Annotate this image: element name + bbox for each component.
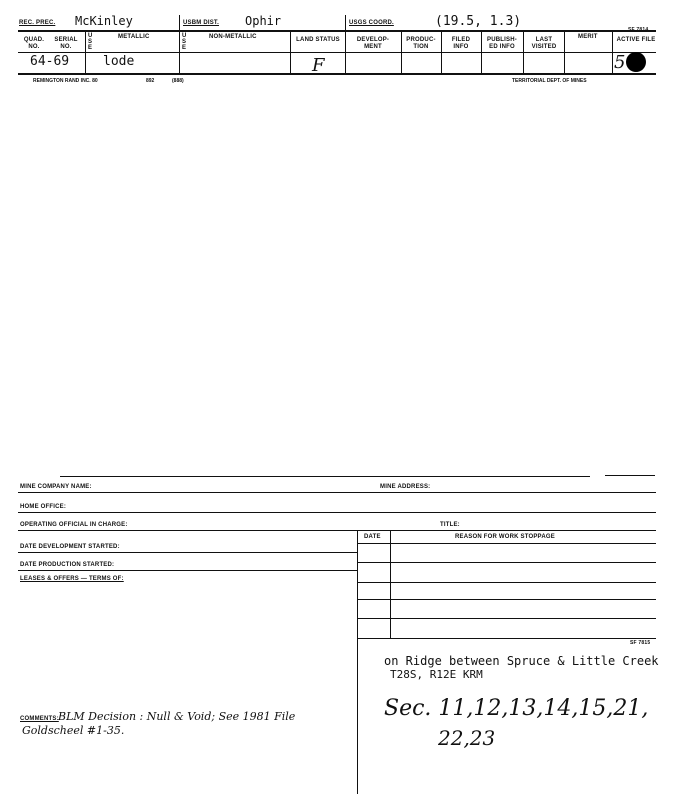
merit-header: MERIT <box>578 34 598 40</box>
mine-address-label: MINE ADDRESS: <box>380 484 431 490</box>
footer-left: REMINGTON RAND INC. 80 <box>33 78 98 84</box>
vdiv-2 <box>179 31 180 73</box>
vdiv-4 <box>345 31 346 73</box>
filed-info-header: FILED INFO <box>451 37 471 50</box>
metallic-value: lode <box>103 54 135 69</box>
non-metallic-header: NON-METALLIC <box>209 34 257 40</box>
active-file-dot <box>626 52 646 72</box>
left-line-1 <box>18 552 357 553</box>
vdiv-5 <box>401 31 402 73</box>
footer-code: 892 <box>146 78 155 84</box>
location-line-1: on Ridge between Spruce & Little Creek <box>384 654 659 668</box>
header-line-3 <box>18 73 656 75</box>
reason-col-header: REASON FOR WORK STOPPAGE <box>455 534 555 540</box>
quad-serial-value: 64-69 <box>30 54 70 69</box>
date-col-header: DATE <box>364 534 381 540</box>
date-col-border <box>390 530 391 638</box>
usgs-coord-value: (19.5, 1.3) <box>435 14 522 29</box>
date-dev-label: DATE DEVELOPMENT STARTED: <box>20 544 120 550</box>
published-info-header: PUBLISH-ED INFO <box>487 37 517 50</box>
location-line-2: T28S, R12E KRM <box>390 668 483 681</box>
home-office-label: HOME OFFICE: <box>20 504 67 510</box>
row-line-2 <box>18 512 656 513</box>
comments-label: COMMENTS: <box>20 716 59 722</box>
top-card <box>0 0 678 95</box>
bottom-card-code: SF 7815 <box>630 640 651 646</box>
rec-prec-label: REC. PREC. <box>19 20 56 26</box>
table-row-2 <box>357 562 656 563</box>
row-line-3 <box>18 530 656 531</box>
bottom-card <box>0 470 678 800</box>
table-row-6 <box>357 638 656 639</box>
vdiv-6 <box>441 31 442 73</box>
mine-company-name-label: MINE COMPANY NAME: <box>20 484 92 490</box>
date-prod-label: DATE PRODUCTION STARTED: <box>20 562 115 568</box>
header-line-0 <box>179 15 180 30</box>
vdiv-8 <box>523 31 524 73</box>
leases-label: LEASES & OFFERS — TERMS OF: <box>20 576 124 582</box>
header-sep-a <box>345 15 346 30</box>
serial-no-header: SERIAL NO. <box>54 37 78 50</box>
use-header-1: U S E <box>88 33 93 51</box>
footer-code2: (888) <box>172 78 184 84</box>
vdiv-1 <box>85 31 86 73</box>
table-row-1 <box>357 543 656 544</box>
comments-line-2: Goldscheel #1-35. <box>22 724 125 737</box>
vdiv-7 <box>481 31 482 73</box>
sections-line-2: 22,23 <box>438 726 496 750</box>
use-header-2: U S E <box>182 33 187 51</box>
table-row-3 <box>357 582 656 583</box>
rec-prec-value: McKinley <box>75 14 133 28</box>
header-line-1 <box>18 30 656 32</box>
land-status-header: LAND STATUS <box>296 37 340 43</box>
vdiv-10 <box>612 31 613 73</box>
operating-official-label: OPERATING OFFICIAL IN CHARGE: <box>20 522 128 528</box>
table-row-5 <box>357 618 656 619</box>
development-header: DEVELOP-MENT <box>356 37 390 50</box>
usbm-dist-label: USBM DIST. <box>183 20 220 26</box>
land-status-value: F <box>312 55 325 76</box>
metallic-header: METALLIC <box>118 34 150 40</box>
left-line-2 <box>18 570 357 571</box>
table-left-border <box>357 530 358 794</box>
table-row-4 <box>357 599 656 600</box>
header-line-2 <box>18 52 656 53</box>
usgs-coord-label: USGS COORD. <box>349 20 394 26</box>
merit-value: 5 <box>614 52 626 73</box>
production-header: PRODUC-TION <box>406 37 436 50</box>
vdiv-3 <box>290 31 291 73</box>
sections-line-1: Sec. 11,12,13,14,15,21, <box>384 696 649 721</box>
comments-line-1: BLM Decision : Null & Void; See 1981 File <box>58 710 296 723</box>
vdiv-9 <box>564 31 565 73</box>
usbm-dist-value: Ophir <box>245 14 282 28</box>
quad-no-header: QUAD. NO. <box>23 37 45 50</box>
row-line-1 <box>18 492 656 493</box>
footer-right: TERRITORIAL DEPT. OF MINES <box>512 78 587 84</box>
last-visited-header: LAST VISITED <box>531 37 557 50</box>
card-top-edge-right <box>605 475 655 476</box>
title-label: TITLE: <box>440 522 460 528</box>
active-file-header: ACTIVE FILE <box>616 37 656 43</box>
card-top-edge <box>60 476 590 477</box>
